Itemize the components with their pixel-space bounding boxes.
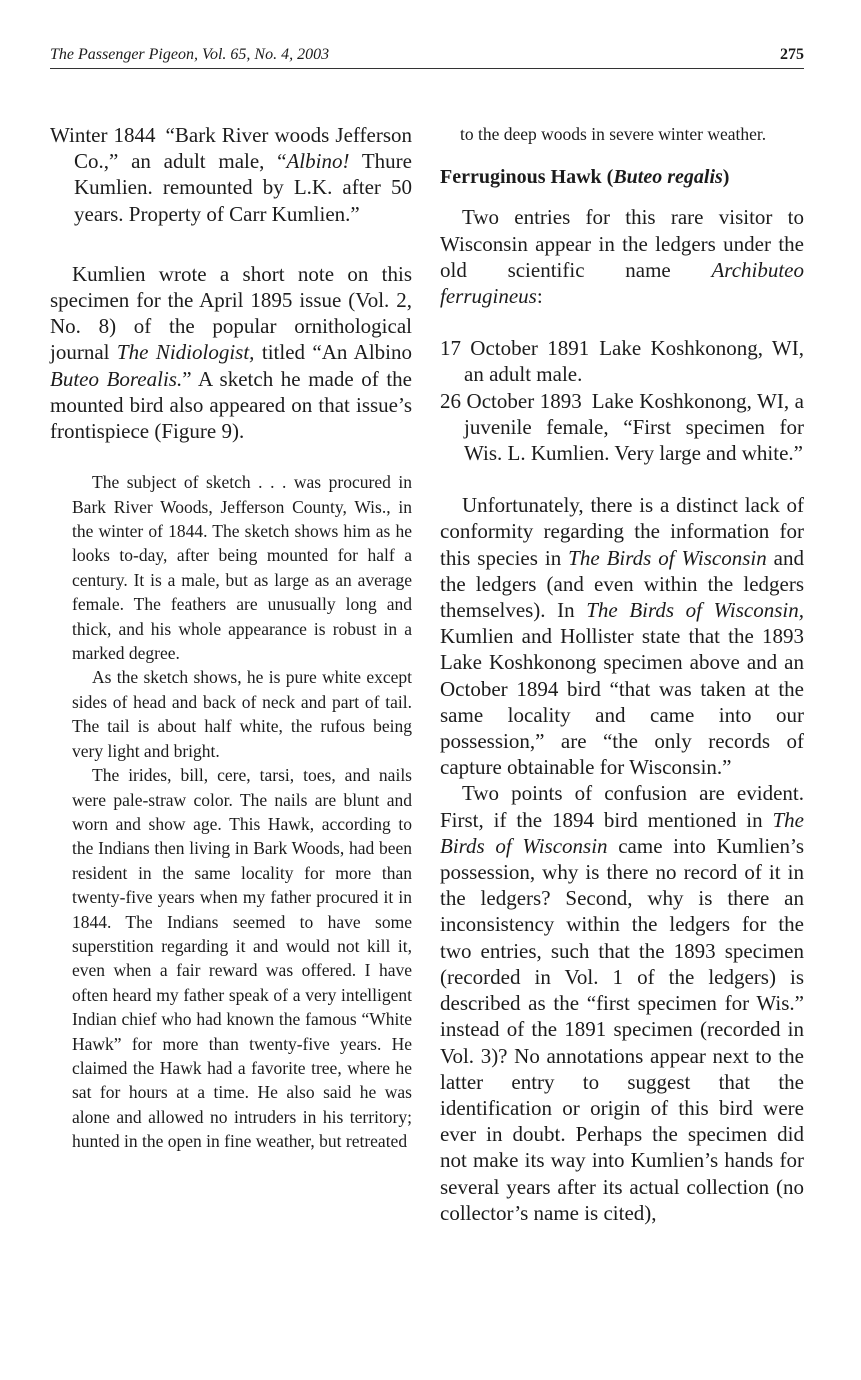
- para-text-end: came into Kumlien’s possession, why is there no record of it in the ledgers? Second, why is there an inconsistency within the ledgers for the two entries, such that the 1893 specimen (recorded in Vol. 1 of the ledgers) is described as the “first specimen for Wis.” instead of the 1891 specimen (recorded in Vol. 3)? No annotations appear next to the latter entry to suggest that the identification or origin of this bird were ever in doubt. Perhaps the specimen did not make its way into Kumlien’s hands for several years after its actual collection (no collector’s name is cited),: [440, 833, 805, 1225]
- entry-text-cont: Thure Kumlien. remounted by L.K. after 50 years. Property of Carr Kumlien.”: [74, 149, 412, 226]
- quote-paragraph-2: As the sketch shows, he is pure white except sides of head and back of neck and part of tail. The tail is about half white, the rufous being very light and bright.: [72, 667, 412, 761]
- species-heading: [440, 164, 804, 190]
- para-text-cont: titled “An Albino: [254, 340, 413, 365]
- ferruginous-intro-paragraph: [440, 204, 804, 309]
- ledger-entries: [440, 335, 804, 466]
- page-number: 275: [780, 46, 804, 63]
- para-text: Kumlien wrote a short note on this specimen for the April 1895 issue (Vol. 2, No. 8) of the popular ornithological journal: [50, 261, 412, 365]
- species-name: Buteo Borealis.: [50, 366, 183, 391]
- para-text-cont: and the ledgers (and even within the ledgers themselves). In: [440, 545, 804, 623]
- quote-paragraph-1: The subject of sketch . . . was procured in Bark River Woods, Jefferson County, Wis., in the winter of 1844. The sketch shows him as he looks to-day, after being mounted for half a century. It is a male, but as large as an average female. The feathers are unusually long and thick, and his whole appearance is robust in a marked degree.: [72, 472, 412, 664]
- block-quote-continued: [440, 122, 804, 146]
- para-text-end: Kumlien and Hollister state that the 1893 Lake Koshkonong specimen above and an October 1894 bird “that was taken at the same locality and came into our possession,” are “the only records of capture obtainable for Wisconsin.”: [440, 624, 804, 780]
- entry-text: Lake Koshkonong, WI, an adult male.: [464, 336, 804, 387]
- journal-title: The Nidiologist,: [116, 340, 255, 365]
- old-scientific-name: Archibuteo ferrugineus: [440, 257, 804, 309]
- ledger-entry: [440, 388, 804, 467]
- para-text: Two entries for this rare visitor to Wisconsin appear in the ledgers under the old scientific name: [440, 205, 804, 282]
- entry-text: Lake Koshkonong, WI, a juvenile female, “First specimen for Wis. L. Kumlien. Very large and white.”: [464, 388, 805, 466]
- heading-scientific-name: Buteo regalis: [613, 166, 723, 189]
- book-title: The Birds of Wisconsin: [568, 545, 767, 570]
- para-colon: :: [536, 284, 543, 309]
- page-header: [50, 46, 804, 69]
- entry-date: 26 October 1893: [440, 388, 582, 413]
- heading-name: Ferruginous Hawk (: [440, 166, 614, 189]
- para-text-end: ” A sketch he made of the mounted bird also appeared on that issue’s frontispiece (Figure 9).: [50, 366, 412, 444]
- running-head: The Passenger Pigeon, Vol. 65, No. 4, 2003: [50, 46, 330, 63]
- book-title: The Birds of Wisconsin,: [586, 598, 804, 623]
- quote-paragraph-3: The irides, bill, cere, tarsi, toes, and nails were pale-straw color. The nails are blunt and worn and show age. This Hawk, according to the Indians then living in Bark Woods, had been resident in the same locality for more than twenty-five years when my father procured it in 1844. The Indians seemed to have some superstition regarding it and would not kill it, even when a fair reward was offered. I have often heard my father speak of a very intelligent Indian chief who had known the famous “White Hawk” for more than twenty-five years. He claimed the Hawk had a favorite tree, where he sat for hours at a time. He also said he was alone and allowed no intruders in his territory; hunted in the open in fine weather, but retreated: [72, 765, 412, 1152]
- para-text: Two points of confusion are evident. First, if the 1894 bird mentioned in: [440, 781, 804, 832]
- para-text: Unfortunately, there is a distinct lack of conformity regarding the information for this species in: [440, 493, 804, 570]
- heading-close: ): [722, 166, 730, 189]
- entry-date: Winter 1844: [50, 123, 156, 147]
- conformity-paragraph: [440, 492, 804, 780]
- entry-date: 17 October 1891: [440, 336, 590, 361]
- ledger-entry: [440, 335, 804, 387]
- specimen-entry-1844: [50, 122, 412, 227]
- confusion-paragraph: [440, 780, 804, 1225]
- entry-albino: Albino!: [286, 149, 350, 174]
- nidiologist-paragraph: [50, 261, 412, 444]
- book-title: The Birds of Wisconsin: [440, 807, 804, 858]
- left-column: [50, 122, 412, 1154]
- quote-continuation: to the deep woods in severe winter weather.: [460, 124, 767, 144]
- entry-text: “Bark River woods Jefferson Co.,” an adult male, “: [74, 123, 412, 174]
- block-quote: [50, 470, 412, 1153]
- right-column: [440, 122, 804, 1226]
